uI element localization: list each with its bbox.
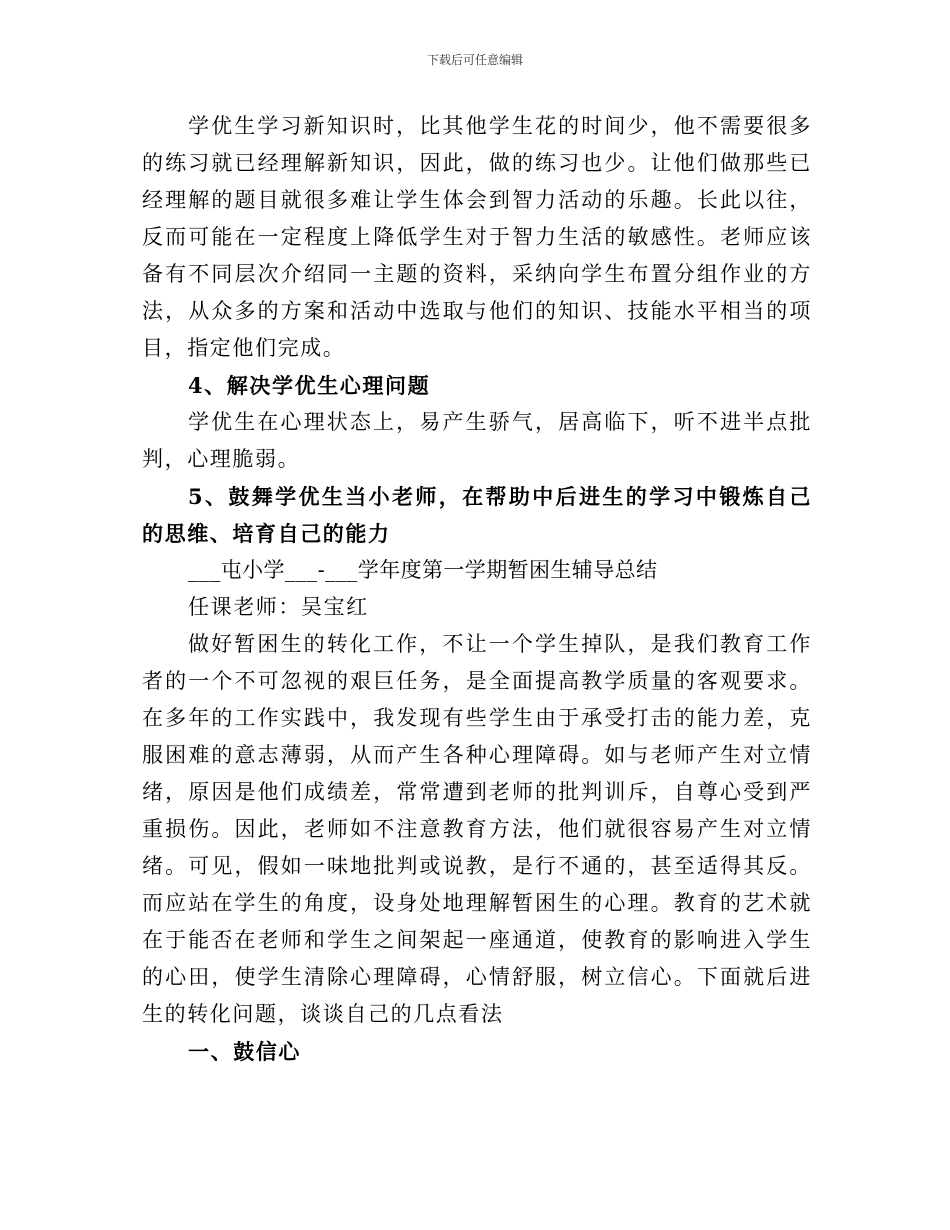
heading-little-teacher: 5、鼓舞学优生当小老师，在帮助中后进生的学习中锻炼自己的思维、培育自己的能力 xyxy=(142,484,812,546)
document-body xyxy=(142,108,812,1070)
page-header: 下载后可任意编辑 xyxy=(426,53,523,67)
paragraph-struggling-students: 做好暂困生的转化工作，不让一个学生掉队，是我们教育工作者的一个不可忽视的艰巨任务，是全面提高教学质量的客观要求。在多年的工作实践中，我发现有些学生由于承受打击的能力差，克服困难的意志薄弱，从而产生各种心理障碍。如与老师产生对立情绪，原因是他们成绩差，常常遭到老师的批判训斥，自尊心受到严重损伤。因此，老师如不注意教育方法，他们就很容易产生对立情绪。可见，假如一味地批判或说教，是行不通的，甚至适得其反。而应站在学生的角度，设身处地理解暂困生的心理。教育的艺术就在于能否在老师和学生之间架起一座通道，使教育的影响进入学生的心田，使学生清除心理障碍，心情舒服，树立信心。下面就后进生的转化问题，谈谈自己的几点看法 xyxy=(142,632,812,1026)
heading-build-confidence: 一、鼓信心 xyxy=(188,1039,301,1064)
summary-title: ___屯小学___-___学年度第一学期暂困生辅导总结 xyxy=(188,558,658,582)
teacher-name: 任课老师：吴宝红 xyxy=(188,595,369,619)
heading-gifted-psychology: 4、解决学优生心理问题 xyxy=(188,373,431,398)
paragraph-gifted-practice: 学优生学习新知识时，比其他学生花的时间少，他不需要很多的练习就已经理解新知识，因此，做的练习也少。让他们做那些已经理解的题目就很多难让学生体会到智力活动的乐趣。长此以往，反而可能在一定程度上降低学生对于智力生活的敏感性。老师应该备有不同层次介绍同一主题的资料，采纳向学生布置分组作业的方法，从众多的方案和活动中选取与他们的知识、技能水平相当的项目，指定他们完成。 xyxy=(142,114,812,360)
paragraph-gifted-psychology: 学优生在心理状态上，易产生骄气，居高临下，听不进半点批判，心理脆弱。 xyxy=(142,410,812,471)
